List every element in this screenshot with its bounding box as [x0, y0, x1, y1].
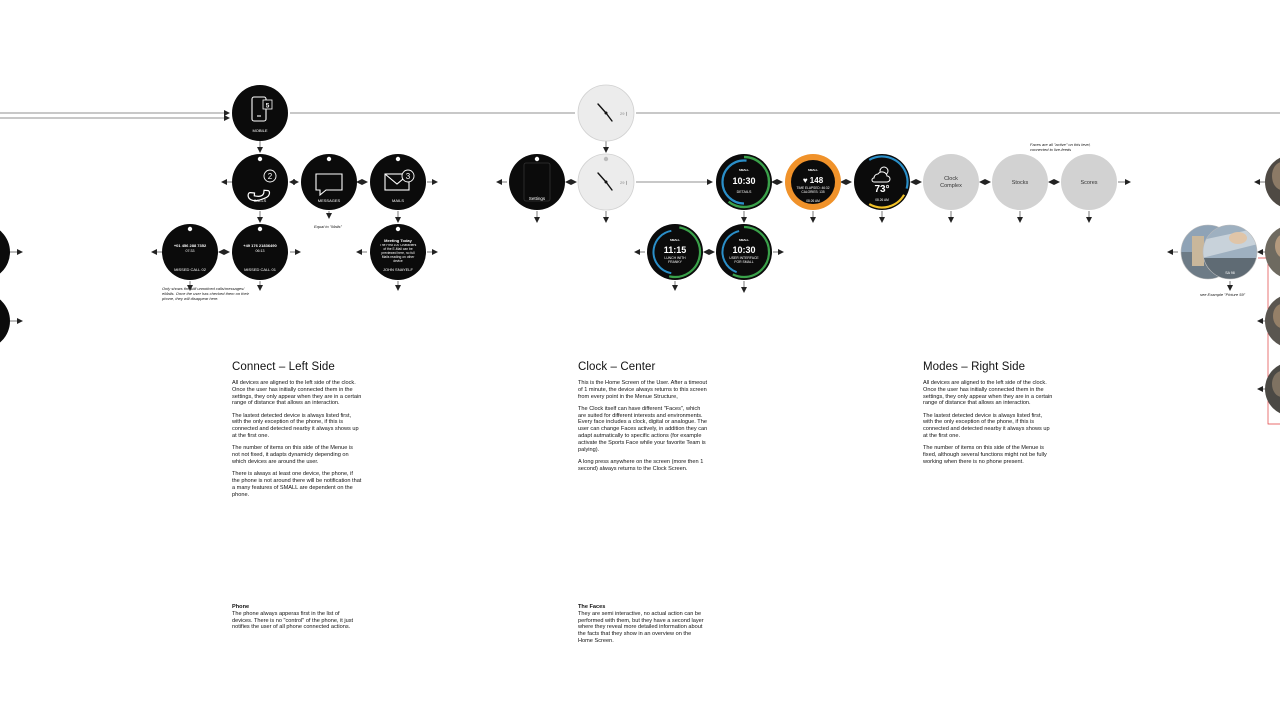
- section-connect-left: [232, 361, 362, 504]
- subsection-phone-title: Phone: [232, 604, 250, 610]
- face-weather-value: 73°: [874, 184, 890, 195]
- partial-node-left-1[interactable]: [0, 224, 10, 280]
- face-weather-date: 08.26 AM: [875, 198, 889, 202]
- face-sport-brand: SMALL: [807, 168, 819, 172]
- settings-node[interactable]: [509, 154, 565, 210]
- missed-call-02-label: MISSED CALL 02: [174, 267, 206, 272]
- partial-photo-node-3[interactable]: [1264, 293, 1280, 349]
- missed-call-02-time: 07:33: [185, 249, 195, 253]
- section-right-para-1: All devices are aligned to the left side of the clock. Once the user has initially connected them in the settings, they only appear when they are in a certain range of distance that allows an interaction.: [923, 380, 1053, 407]
- clock-complex-node[interactable]: [923, 154, 979, 210]
- face-ui-line2: FOR SMALL: [734, 260, 754, 264]
- mails-label: MAILS: [391, 198, 405, 203]
- clock-home-top-node[interactable]: [578, 85, 634, 141]
- missed-call-01-number: +49 176 21836490: [243, 243, 277, 248]
- partial-photo-node-1[interactable]: [1264, 154, 1280, 210]
- section-center-para-3: A long press anywhere on the screen (more then 1 second) always returns to the Clock Screen.: [578, 458, 704, 472]
- section-left-para-2: The lastest detected device is always listed first, with the only exception of the phone, if this is connected and detected nearby it always shows up at the first one.: [232, 412, 359, 440]
- missed-call-02-node[interactable]: [162, 224, 218, 280]
- subsection-faces-title: The Faces: [578, 604, 606, 610]
- face-details-node[interactable]: [716, 154, 772, 210]
- face-lunch-time: 11:15: [663, 245, 687, 255]
- face-weather-node[interactable]: [847, 147, 917, 217]
- face-lunch-brand: SMALL: [669, 238, 681, 242]
- mails-badge-count: 3: [405, 172, 411, 181]
- clock-home-node[interactable]: [578, 154, 634, 210]
- subsection-faces: [578, 604, 706, 645]
- section-center-title: Clock – Center: [578, 361, 656, 373]
- subsection-faces-text: They are semi interactive, no actual action can be performed with them, but they have a second layer where they reveal more detailed information about the facts that they show in an overview on the Home Screen.: [578, 610, 704, 644]
- face-details-brand: SMALL: [738, 168, 750, 172]
- clock-date-mark: 29 ∥: [620, 180, 628, 185]
- missed-call-02-number: +01 456 288 7352: [173, 243, 207, 248]
- section-left-para-4: There is always at least one device, the phone, if the phone is not around there will be notification that a many features of SMALL are dependent on the phone.: [232, 471, 362, 498]
- messages-label: MESSAGES: [317, 198, 341, 203]
- face-ui-line1: USER INTERFACE: [729, 256, 759, 260]
- clock-complex-label-1: Clock: [944, 176, 958, 182]
- face-lunch-line1: LUNCH WITH: [664, 256, 686, 260]
- face-sport-date: 08:26 AM: [806, 199, 820, 203]
- section-right-para-3: The number of items on this side of the Menue is fixed, although several functions might not be fully working when there is no phone present.: [923, 445, 1047, 465]
- calls-label: CALLS: [253, 198, 267, 203]
- meeting-preview: The First 100 Characters of the E-Mail can be previewed here, no full Mails reading on other device: [379, 244, 417, 263]
- section-modes-right: [923, 361, 1053, 471]
- mobile-label: MOBILE: [252, 128, 268, 133]
- note-equal-to: Equal to "Mails": [314, 224, 342, 229]
- section-right-para-2: The lastest detected device is always listed first, with the only exception of the phone, if this is connected and detected nearby it always shows up at the first one.: [923, 412, 1050, 440]
- face-sport-line2: CALORIES: 135: [801, 190, 825, 194]
- missed-call-01-label: MISSED CALL 01: [244, 267, 276, 272]
- partial-photo-node-4[interactable]: [1264, 361, 1280, 417]
- face-ui-node[interactable]: [716, 224, 772, 280]
- subsection-phone: [232, 604, 356, 631]
- face-details-time: 10:30: [732, 176, 756, 186]
- section-center-para-2: The Clock itself can have different "Faces", which are suited for different interests and environments. Every face includes a clock, digital or analogue. The user can change Faces actively, in addition they can adapt autmatically to specific actions (for example activate the Sports Face while your favorite Team is palying).: [578, 405, 708, 453]
- section-left-title: Connect – Left Side: [232, 361, 335, 373]
- section-left-para-1: All devices are aligned to the left side of the clock. Once the user has initially connected them in the settings, they only appear when they are in a certain range of distance that allows an interaction.: [232, 380, 362, 407]
- face-sport-node[interactable]: [785, 154, 841, 210]
- partial-node-left-2[interactable]: [0, 293, 10, 349]
- face-ui-brand: SMALL: [738, 238, 750, 242]
- stocks-label: Stocks: [1011, 180, 1029, 186]
- messages-node[interactable]: [301, 154, 357, 210]
- note-unnoticed: Only shows the still unnoticed calls/messages/ eMails. Once the user has checked them on their phone, they will disappear here.: [162, 286, 249, 301]
- mobile-node[interactable]: [232, 85, 288, 141]
- section-clock-center: [578, 361, 708, 478]
- mobile-badge-count: 5: [265, 102, 270, 110]
- meeting-sender: JOHN SNAYELF: [383, 267, 413, 272]
- note-faces-active: Faces are all "active" on this level, connected to live-feeds: [1030, 142, 1091, 152]
- subsection-phone-text: The phone always apperas first in the list of devices. There is no "control" of the phone, it just notifies the user of all phone connected actions.: [232, 610, 354, 631]
- section-right-title: Modes – Right Side: [923, 361, 1026, 373]
- missed-call-01-node[interactable]: [232, 224, 288, 280]
- calls-badge-count: 2: [267, 172, 273, 181]
- face-details-label: DETAILS: [736, 190, 752, 194]
- photo-stack-node[interactable]: [1180, 224, 1258, 282]
- calls-node[interactable]: [232, 154, 288, 210]
- photo-stack-label: SA 98: [1225, 271, 1235, 275]
- note-see-example: see Example "Picture 59": [1200, 292, 1246, 297]
- scores-node[interactable]: [1061, 154, 1117, 210]
- face-sport-line1: TIME ELAPSED: 46:32: [796, 186, 830, 190]
- missed-call-01-time: 06:13: [255, 249, 265, 253]
- face-sport-value: ♥ 148: [802, 176, 824, 185]
- clock-complex-label-2: Complex: [940, 183, 962, 189]
- meeting-mail-node[interactable]: [370, 224, 426, 280]
- mails-node[interactable]: [370, 154, 426, 210]
- scores-label: Scores: [1080, 180, 1098, 186]
- settings-label: Settings: [528, 196, 546, 201]
- clock-date-mark: 29 ∥: [620, 111, 628, 116]
- face-lunch-line2: FRANKY: [668, 260, 682, 264]
- partial-photo-node-2[interactable]: [1264, 224, 1280, 280]
- section-center-para-1: This is the Home Screen of the User. After a timeout of 1 minute, the device always returns to this screen from every point in the Menue Structure,: [578, 380, 708, 400]
- stocks-node[interactable]: [992, 154, 1048, 210]
- section-left-para-3: The number of items on this side of the Menue is not not fixed, it adapts dynamicly depending on which devices are around the user.: [232, 445, 353, 465]
- face-ui-time: 10:30: [732, 245, 756, 255]
- face-lunch-node[interactable]: [646, 223, 704, 281]
- meeting-title: Meeting Today: [384, 238, 412, 243]
